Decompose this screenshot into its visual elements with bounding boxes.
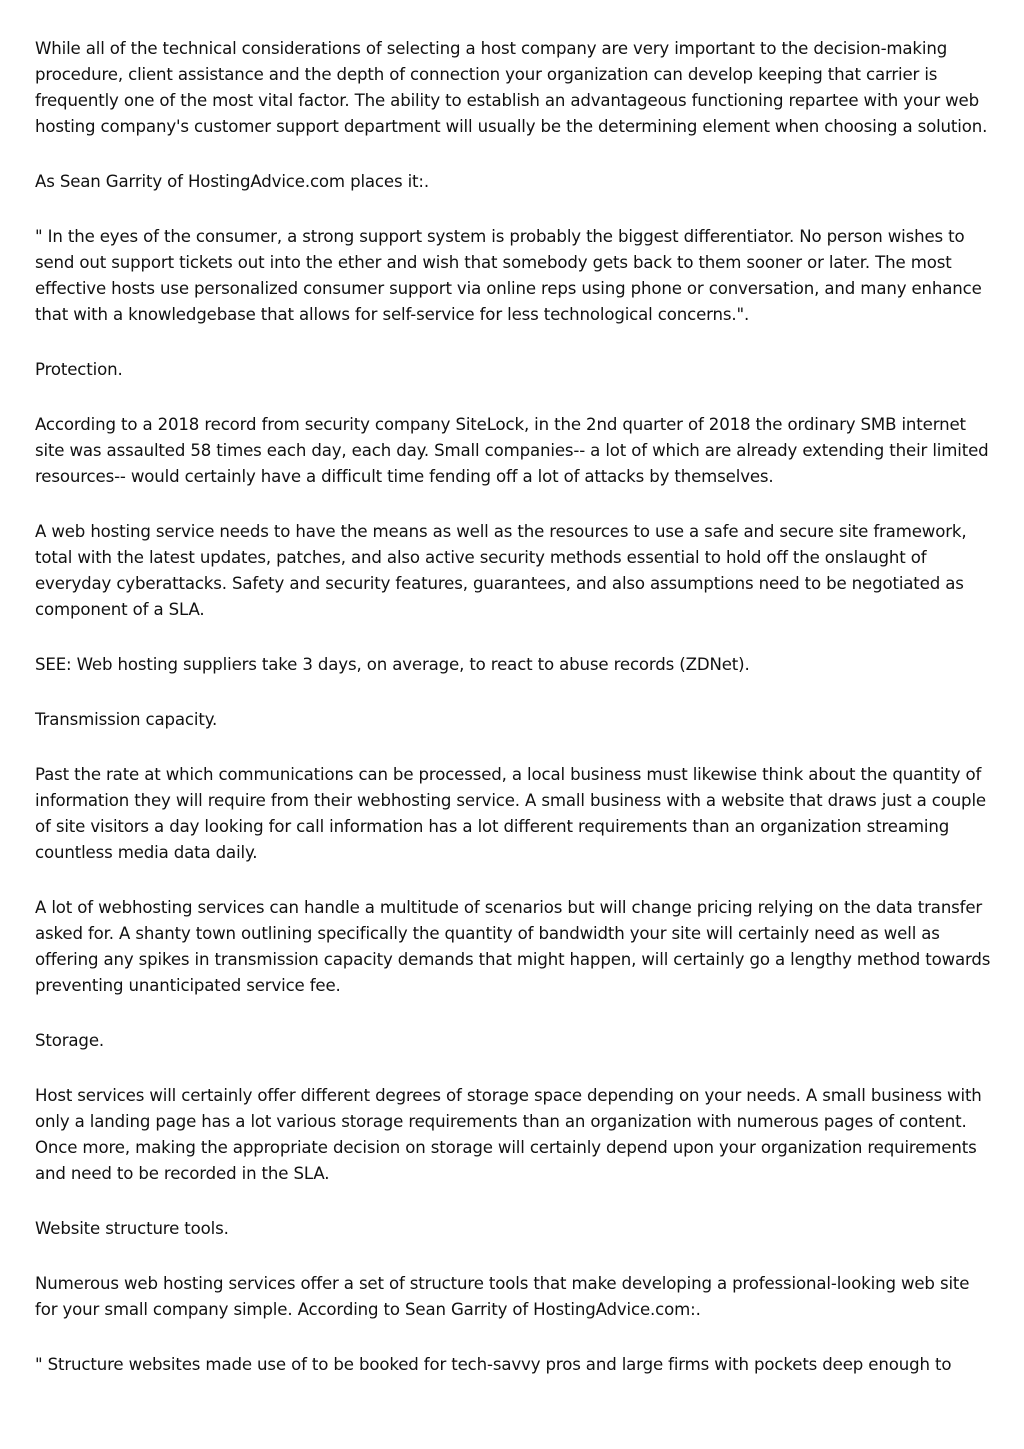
article-body <box>35 36 993 1378</box>
paragraph-storage-needs: Host services will certainly offer different degrees of storage space depending on your needs. A small business with only a landing page has a lot various storage requirements than an organization with numerous pages of content. Once more, making the appropriate decision on storage will certainly depend upon your organization requirements and need to be recorded in the SLA. <box>35 1086 982 1183</box>
paragraph-bandwidth-pricing: A lot of webhosting services can handle a multitude of scenarios but will change pricing relying on the data transfer asked for. A shanty town outlining specifically the quantity of bandwidth your site will certainly need as well as offering any spikes in transmission capacity demands that might happen, will certainly go a lengthy method towards preventing unanticipated service fee. <box>35 898 991 995</box>
section-heading-storage: Storage. <box>35 1031 104 1050</box>
paragraph-quote-support: " In the eyes of the consumer, a strong support system is probably the biggest differentiator. No person wishes to send out support tickets out into the ether and wish that somebody gets back to them sooner or later. The most effective hosts use personalized consumer support via online reps using phone or conversation, and many enhance that with a knowledgebase that allows for self-service for less technological concerns.". <box>35 227 982 324</box>
section-heading-protection: Protection. <box>35 360 123 379</box>
paragraph-see-zdnet: SEE: Web hosting suppliers take 3 days, on average, to react to abuse records (ZDNet). <box>35 655 750 674</box>
paragraph-sitelock-report: According to a 2018 record from security company SiteLock, in the 2nd quarter of 2018 the ordinary SMB internet site was assaulted 58 times each day, each day. Small companies-- a lot of which are already extending their limited resources-- would certainly have a difficult time fending off a lot of attacks by themselves. <box>35 415 989 486</box>
paragraph-structure-tools: Numerous web hosting services offer a set of structure tools that make developing a professional-looking web site for your small company simple. According to Sean Garrity of HostingAdvice.com:. <box>35 1274 970 1319</box>
paragraph-quote-attribution: As Sean Garrity of HostingAdvice.com places it:. <box>35 172 429 191</box>
paragraph-quote-structure: " Structure websites made use of to be booked for tech-savvy pros and large firms with pockets deep enough to <box>35 1355 952 1374</box>
section-heading-website-tools: Website structure tools. <box>35 1219 229 1238</box>
paragraph-security-framework: A web hosting service needs to have the means as well as the resources to use a safe and secure site framework, total with the latest updates, patches, and also active security methods essential to hold off the onslaught of everyday cyberattacks. Safety and security features, guarantees, and also assumptions need to be negotiated as component of a SLA. <box>35 522 967 619</box>
paragraph-data-quantity: Past the rate at which communications can be processed, a local business must likewise think about the quantity of information they will require from their webhosting service. A small business with a website that draws just a couple of site visitors a day looking for call information has a lot different requirements than an organization streaming countless media data daily. <box>35 765 986 862</box>
section-heading-transmission: Transmission capacity. <box>35 710 218 729</box>
paragraph-intro: While all of the technical considerations of selecting a host company are very important to the decision-making procedure, client assistance and the depth of connection your organization can develop keeping that carrier is frequently one of the most vital factor. The ability to establish an advantageous functioning repartee with your web hosting company's customer support department will usually be the determining element when choosing a solution. <box>35 39 988 136</box>
